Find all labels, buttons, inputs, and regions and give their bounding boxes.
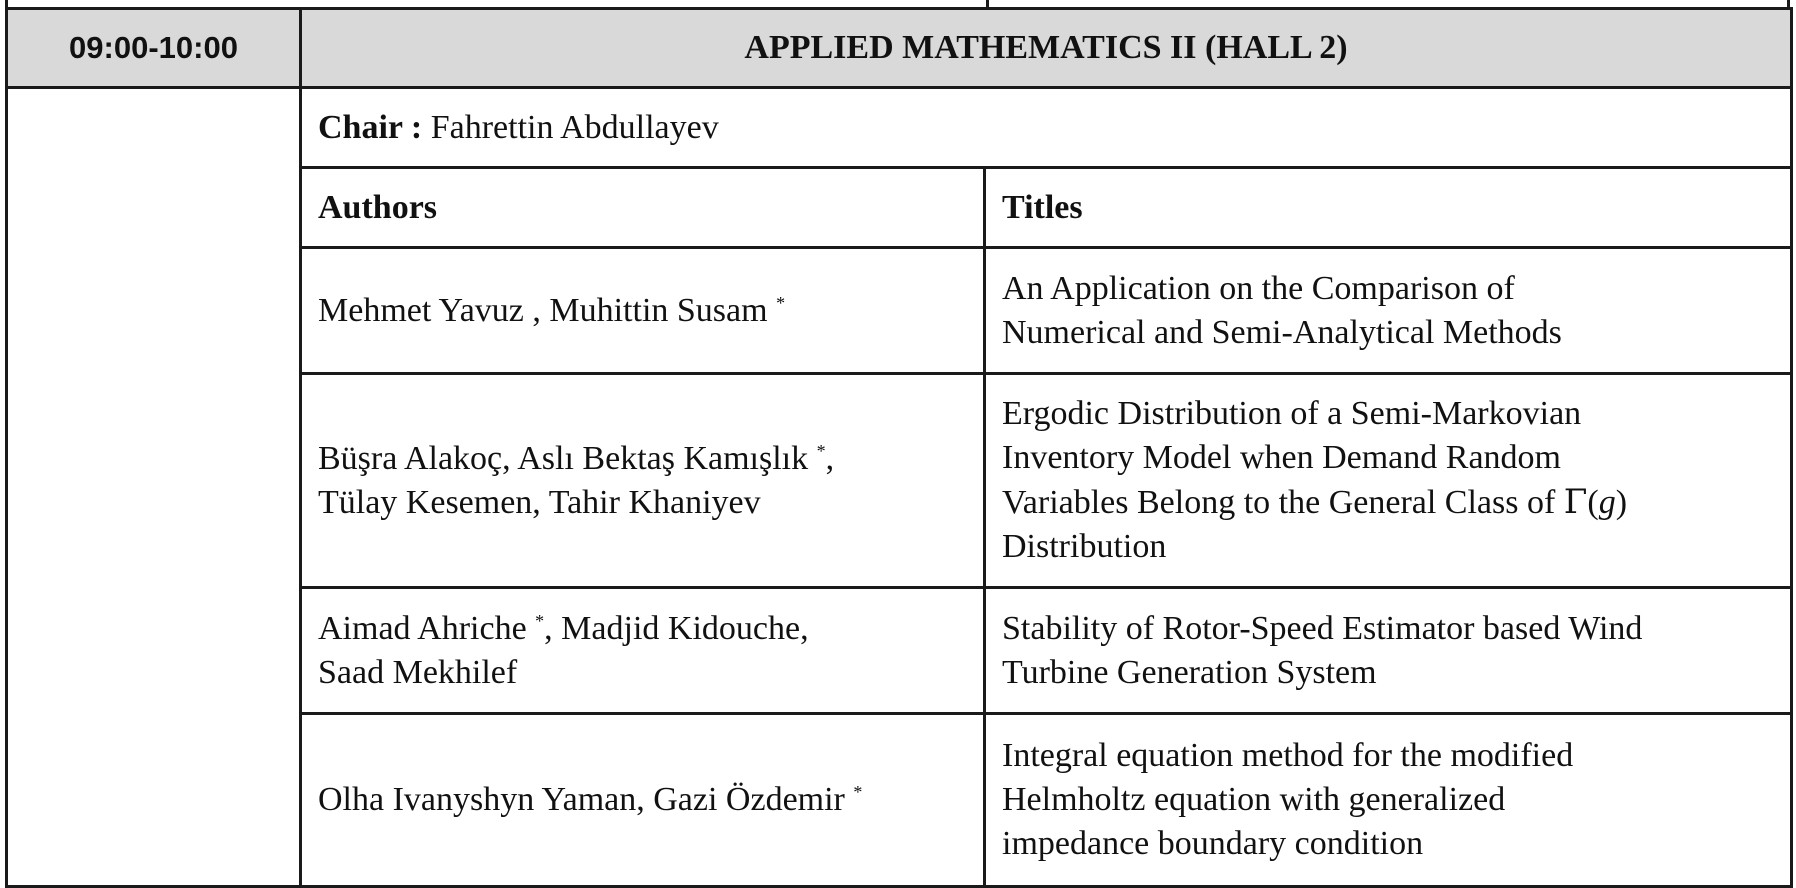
session-time: 09:00-10:00 [7, 9, 301, 88]
title-line: Turbine Generation System [1002, 653, 1377, 691]
title-line: Variables Belong to the General Class of [1002, 484, 1556, 521]
title-line: Inventory Model when Demand Random [1002, 439, 1561, 476]
session-title: APPLIED MATHEMATICS II (HALL 2) [301, 9, 1792, 88]
authors-header: Authors [301, 168, 985, 248]
gamma-variable: g [1598, 484, 1616, 521]
chair-row [7, 88, 1792, 168]
title-cell [985, 248, 1792, 374]
chair-cell [301, 88, 1792, 168]
authors-cell [301, 588, 985, 714]
gamma-function [1564, 484, 1627, 521]
paren-open: ( [1587, 484, 1599, 521]
authors-text: Büşra Alakoç, Aslı Bektaş Kamışlık [318, 439, 809, 477]
presenter-mark: * [853, 782, 863, 802]
presenter-mark: * [776, 292, 786, 313]
paren-close: ) [1615, 484, 1628, 521]
presenter-mark: * [535, 610, 545, 631]
authors-text: Saad Mekhilef [318, 653, 518, 691]
presenter-mark: * [816, 440, 826, 461]
authors-text: , [825, 439, 835, 477]
authors-text: Aimad Ahriche [318, 609, 527, 647]
gamma-symbol: Γ [1563, 482, 1588, 522]
authors-text: Mehmet Yavuz , Muhittin Susam [318, 291, 768, 329]
title-line: Numerical and Semi-Analytical Methods [1002, 313, 1562, 351]
title-line: Stability of Rotor-Speed Estimator based Wind [1002, 609, 1643, 647]
title-cell [985, 374, 1792, 588]
titles-header: Titles [985, 168, 1792, 248]
time-column-blank [7, 88, 301, 887]
chair-label: Chair : [318, 108, 423, 146]
title-line: impedance boundary condition [1002, 825, 1424, 862]
title-line: An Application on the Comparison of [1002, 269, 1515, 307]
session-header-row [7, 9, 1792, 88]
title-line: Ergodic Distribution of a Semi-Markovian [1002, 395, 1582, 432]
session-table [5, 7, 1793, 888]
authors-cell [301, 374, 985, 588]
authors-text: Tülay Kesemen, Tahir Khaniyev [318, 483, 761, 521]
authors-text: , Madjid Kidouche, [544, 609, 809, 647]
authors-text: Olha Ivanyshyn Yaman, Gazi Özdemir [318, 781, 845, 818]
title-cell [985, 588, 1792, 714]
title-line: Integral equation method for the modified [1002, 737, 1574, 774]
title-line: Distribution [1002, 528, 1167, 565]
title-cell [985, 714, 1792, 887]
title-line: Helmholtz equation with generalized [1002, 781, 1506, 818]
authors-cell [301, 714, 985, 887]
authors-cell [301, 248, 985, 374]
chair-name: Fahrettin Abdullayev [430, 108, 719, 146]
